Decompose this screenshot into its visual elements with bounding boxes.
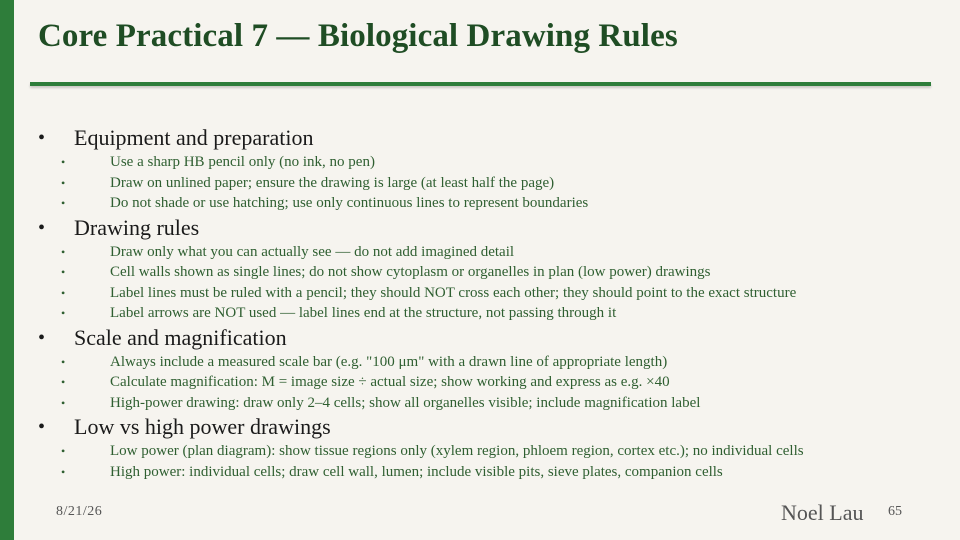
section-heading — [38, 324, 938, 352]
list-item-text: Use a sharp HB pencil only (no ink, no pen) — [110, 154, 375, 170]
sub-bullet-dot: • — [61, 265, 66, 279]
section-heading — [38, 413, 938, 441]
list-item — [38, 193, 938, 214]
list-item — [38, 173, 938, 194]
list-item-text: High power: individual cells; draw cell wall, lumen; include visible pits, sieve plates, companion cells — [110, 463, 723, 480]
sub-bullet-dot: • — [61, 444, 66, 458]
sub-bullet-dot: • — [61, 306, 66, 320]
sub-bullet-dot: • — [61, 244, 66, 259]
bullet-dot: • — [38, 216, 46, 239]
slide-content — [38, 124, 938, 482]
list-item — [38, 393, 938, 414]
section-equipment — [38, 124, 938, 214]
section-heading-text: Low vs high power drawings — [74, 414, 331, 439]
section-heading-text: Scale and magnification — [74, 324, 287, 350]
list-item-text: High-power drawing: draw only 2–4 cells; show all organelles visible; include magnification label — [110, 394, 701, 411]
list-item — [38, 242, 938, 263]
list-item-text: Low power (plan diagram): show tissue regions only (xylem region, phloem region, cortex etc.); no individual cells — [110, 443, 804, 459]
footer-date: 8/21/26 — [56, 504, 103, 519]
list-item — [38, 462, 938, 483]
list-item — [38, 441, 938, 462]
section-heading-text: Equipment and preparation — [74, 125, 314, 150]
section-low-vs-high-power — [38, 413, 938, 482]
list-item — [38, 152, 938, 173]
sub-bullet-dot: • — [61, 354, 66, 369]
list-item-text: Calculate magnification: M = image size ÷ actual size; show working and express as e.g. ×40 — [110, 374, 670, 390]
section-heading — [38, 214, 938, 242]
list-item — [38, 372, 938, 393]
bullet-dot: • — [38, 127, 46, 149]
sub-bullet-dot: • — [61, 155, 66, 169]
section-drawing-rules — [38, 214, 938, 324]
sub-bullet-dot: • — [61, 464, 66, 479]
slide-title: Core Practical 7 — Biological Drawing Rules — [38, 18, 678, 54]
section-heading-text: Drawing rules — [74, 214, 200, 240]
slide-number: 65 — [888, 504, 902, 519]
sub-bullet-dot: • — [61, 375, 66, 389]
footer-author: Noel Lau — [781, 500, 864, 525]
sub-bullet-dot: • — [61, 285, 66, 300]
list-item-text: Draw only what you can actually see — do not add imagined detail — [110, 243, 515, 260]
bullet-dot: • — [38, 326, 46, 349]
list-item-text: Label arrows are NOT used — label lines end at the structure, not passing through it — [110, 305, 617, 321]
sub-bullet-dot: • — [61, 395, 66, 410]
list-item — [38, 283, 938, 304]
list-item-text: Always include a measured scale bar (e.g. "100 μm" with a drawn line of appropriate length) — [110, 353, 668, 370]
list-item-text: Draw on unlined paper; ensure the drawing is large (at least half the page) — [110, 174, 555, 191]
section-heading — [38, 124, 938, 152]
bullet-dot: • — [38, 416, 46, 438]
section-scale-magnification — [38, 324, 938, 414]
list-item — [38, 352, 938, 373]
sub-bullet-dot: • — [61, 196, 66, 210]
sub-bullet-dot: • — [61, 175, 66, 190]
list-item — [38, 303, 938, 324]
list-item-text: Cell walls shown as single lines; do not show cytoplasm or organelles in plan (low power) drawings — [110, 264, 711, 280]
list-item-text: Do not shade or use hatching; use only continuous lines to represent boundaries — [110, 195, 589, 211]
left-accent-bar — [0, 0, 14, 540]
list-item — [38, 262, 938, 283]
title-underline — [30, 82, 931, 86]
list-item-text: Label lines must be ruled with a pencil; they should NOT cross each other; they should point to the exact structure — [110, 284, 797, 301]
